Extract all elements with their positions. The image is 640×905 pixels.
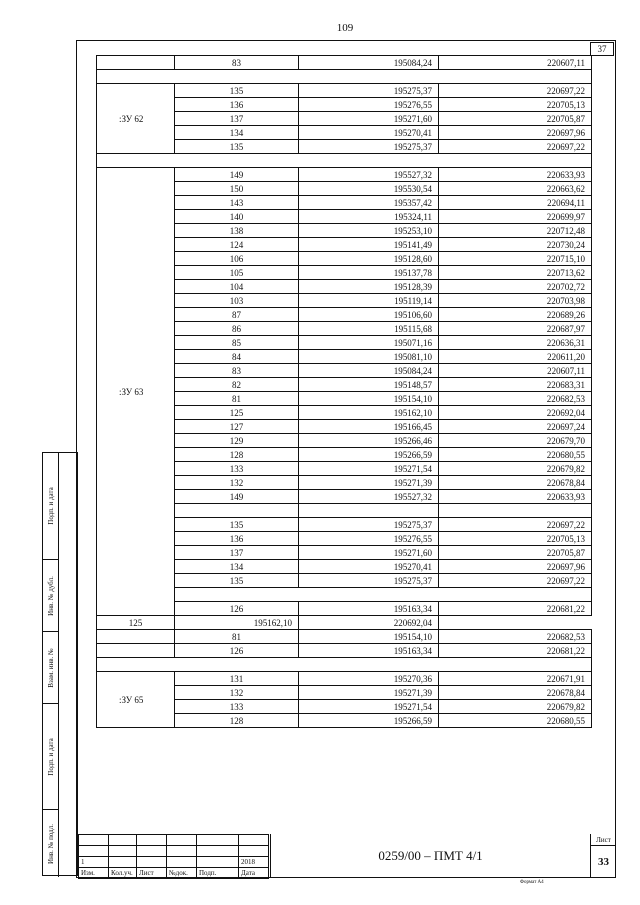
stamp-cell-orig-inv: Инв. № подл. — [43, 809, 59, 877]
separator-cell — [175, 588, 592, 602]
point-number-cell: 126 — [175, 602, 299, 616]
point-number-cell: 81 — [175, 630, 299, 644]
y-coordinate-cell: 220680,55 — [439, 714, 592, 728]
x-coordinate-cell: 195081,10 — [299, 350, 439, 364]
y-coordinate-cell: 220705,87 — [439, 546, 592, 560]
sheet-number: 33 — [598, 856, 609, 868]
point-number-cell: 135 — [175, 518, 299, 532]
separator-row — [97, 658, 592, 672]
point-number-cell: 106 — [175, 252, 299, 266]
point-number-cell: 149 — [175, 168, 299, 182]
separator-row — [97, 70, 592, 84]
y-coordinate-cell: 220682,53 — [439, 630, 592, 644]
y-coordinate-cell: 220683,31 — [439, 378, 592, 392]
x-coordinate-cell: 195275,37 — [299, 140, 439, 154]
point-number-cell: 128 — [175, 714, 299, 728]
x-coordinate-cell: 195266,59 — [299, 448, 439, 462]
stamp-cell-dup-inv: Инв. № дубл. — [43, 559, 59, 631]
col-label-list: Лист — [137, 868, 167, 879]
y-coordinate-cell: 220705,13 — [439, 98, 592, 112]
point-number-cell: 133 — [175, 700, 299, 714]
x-coordinate-cell: 195163,34 — [299, 602, 439, 616]
point-number-cell: 85 — [175, 336, 299, 350]
change-number: 1 — [79, 857, 109, 868]
y-coordinate-cell: 220712,48 — [439, 224, 592, 238]
y-coordinate-cell: 220730,24 — [439, 238, 592, 252]
table-row — [97, 672, 592, 686]
plot-name-cell — [97, 630, 175, 644]
point-number-cell: 129 — [175, 434, 299, 448]
col-label-koluch: Кол.уч. — [109, 868, 137, 879]
table-row — [97, 644, 592, 658]
x-coordinate-cell: 195253,10 — [299, 224, 439, 238]
x-coordinate-cell: 195275,37 — [299, 518, 439, 532]
y-coordinate-cell: 220697,22 — [439, 574, 592, 588]
x-coordinate-cell: 195084,24 — [299, 56, 439, 70]
y-coordinate-cell: 220681,22 — [439, 644, 592, 658]
y-coordinate-cell — [439, 504, 592, 518]
point-number-cell: 83 — [175, 364, 299, 378]
col-label-ndok: №док. — [167, 868, 197, 879]
point-number-cell: 143 — [175, 196, 299, 210]
year: 2018 — [239, 857, 269, 868]
x-coordinate-cell: 195128,60 — [299, 252, 439, 266]
plot-name-cell — [97, 644, 175, 658]
point-number-cell: 135 — [175, 84, 299, 98]
y-coordinate-cell: 220687,97 — [439, 322, 592, 336]
y-coordinate-cell: 220703,98 — [439, 294, 592, 308]
point-number-cell: 82 — [175, 378, 299, 392]
x-coordinate-cell: 195271,60 — [299, 112, 439, 126]
y-coordinate-cell: 220692,04 — [299, 616, 439, 630]
y-coordinate-cell: 220679,82 — [439, 700, 592, 714]
x-coordinate-cell: 195163,34 — [299, 644, 439, 658]
x-coordinate-cell: 195148,57 — [299, 378, 439, 392]
y-coordinate-cell: 220671,91 — [439, 672, 592, 686]
y-coordinate-cell: 220697,96 — [439, 126, 592, 140]
sheet-label: Лист — [591, 834, 616, 846]
plot-name-cell: :ЗУ 63 — [97, 168, 175, 616]
x-coordinate-cell: 195266,59 — [299, 714, 439, 728]
x-coordinate-cell: 195276,55 — [299, 532, 439, 546]
x-coordinate-cell: 195324,11 — [299, 210, 439, 224]
plot-name-cell: :ЗУ 62 — [97, 84, 175, 154]
col-label-izm: Изм. — [79, 868, 109, 879]
x-coordinate-cell: 195530,54 — [299, 182, 439, 196]
point-number-cell: 137 — [175, 112, 299, 126]
table-row — [97, 56, 592, 70]
y-coordinate-cell: 220678,84 — [439, 476, 592, 490]
point-number-cell: 136 — [175, 98, 299, 112]
point-number-cell: 86 — [175, 322, 299, 336]
table-row — [97, 616, 592, 630]
point-number-cell: 81 — [175, 392, 299, 406]
stamp-cell-repl-inv: Взам. инв. № — [43, 631, 59, 703]
x-coordinate-cell: 195275,37 — [299, 574, 439, 588]
x-coordinate-cell: 195166,45 — [299, 420, 439, 434]
y-coordinate-cell: 220611,20 — [439, 350, 592, 364]
y-coordinate-cell: 220694,11 — [439, 196, 592, 210]
point-number-cell: 132 — [175, 476, 299, 490]
plot-name-cell — [97, 56, 175, 70]
y-coordinate-cell: 220702,72 — [439, 280, 592, 294]
x-coordinate-cell: 195270,36 — [299, 672, 439, 686]
x-coordinate-cell: 195266,46 — [299, 434, 439, 448]
point-number-cell: 134 — [175, 560, 299, 574]
plot-name-cell: :ЗУ 65 — [97, 672, 175, 728]
point-number-cell: 134 — [175, 126, 299, 140]
sheet-box: 37 — [590, 42, 614, 56]
point-number-cell: 133 — [175, 462, 299, 476]
point-number-cell: 135 — [175, 574, 299, 588]
x-coordinate-cell: 195115,68 — [299, 322, 439, 336]
point-number-cell: 138 — [175, 224, 299, 238]
y-coordinate-cell: 220680,55 — [439, 448, 592, 462]
point-number-cell: 84 — [175, 350, 299, 364]
x-coordinate-cell: 195071,16 — [299, 336, 439, 350]
point-number-cell: 132 — [175, 686, 299, 700]
stamp-cell-sign-date-1: Подп. и дата — [43, 453, 59, 559]
y-coordinate-cell: 220679,70 — [439, 434, 592, 448]
x-coordinate-cell: 195154,10 — [299, 630, 439, 644]
x-coordinate-cell: 195527,32 — [299, 490, 439, 504]
stamp-cell-sign-date-2: Подп. и дата — [43, 703, 59, 809]
x-coordinate-cell: 195271,54 — [299, 462, 439, 476]
point-number-cell: 131 — [175, 672, 299, 686]
x-coordinate-cell: 195270,41 — [299, 560, 439, 574]
y-coordinate-cell: 220636,31 — [439, 336, 592, 350]
y-coordinate-cell: 220697,22 — [439, 140, 592, 154]
document-code: 0259/00 – ПМТ 4/1 — [270, 834, 590, 878]
y-coordinate-cell: 220682,53 — [439, 392, 592, 406]
point-number-cell: 150 — [175, 182, 299, 196]
margin-stamp — [42, 452, 78, 876]
point-number-cell: 128 — [175, 448, 299, 462]
x-coordinate-cell: 195271,39 — [299, 686, 439, 700]
format-label: Формат А4 — [520, 880, 544, 885]
y-coordinate-cell: 220678,84 — [439, 686, 592, 700]
y-coordinate-cell: 220697,22 — [439, 84, 592, 98]
point-number-cell: 149 — [175, 490, 299, 504]
separator-row — [97, 154, 592, 168]
y-coordinate-cell: 220607,11 — [439, 56, 592, 70]
x-coordinate-cell: 195137,78 — [299, 266, 439, 280]
point-number-cell: 83 — [175, 56, 299, 70]
x-coordinate-cell: 195527,32 — [299, 168, 439, 182]
page-number: 109 — [336, 22, 354, 34]
point-number-cell: 125 — [97, 616, 175, 630]
x-coordinate-cell: 195154,10 — [299, 392, 439, 406]
x-coordinate-cell: 195276,55 — [299, 98, 439, 112]
col-label-data: Дата — [239, 868, 269, 879]
x-coordinate-cell: 195106,60 — [299, 308, 439, 322]
y-coordinate-cell: 220697,22 — [439, 518, 592, 532]
separator-cell — [97, 70, 592, 84]
x-coordinate-cell: 195271,39 — [299, 476, 439, 490]
y-coordinate-cell: 220705,13 — [439, 532, 592, 546]
point-number-cell: 104 — [175, 280, 299, 294]
point-number-cell: 137 — [175, 546, 299, 560]
point-number-cell: 103 — [175, 294, 299, 308]
point-number-cell: 87 — [175, 308, 299, 322]
y-coordinate-cell: 220633,93 — [439, 168, 592, 182]
point-number-cell: 124 — [175, 238, 299, 252]
x-coordinate-cell: 195128,39 — [299, 280, 439, 294]
sheet-number-box — [590, 834, 616, 878]
y-coordinate-cell: 220607,11 — [439, 364, 592, 378]
point-number-cell: 125 — [175, 406, 299, 420]
x-coordinate-cell: 195271,60 — [299, 546, 439, 560]
y-coordinate-cell: 220663,62 — [439, 182, 592, 196]
x-coordinate-cell: 195271,54 — [299, 700, 439, 714]
point-number-cell — [175, 504, 299, 518]
coordinates-table — [96, 55, 592, 728]
table-row — [97, 630, 592, 644]
y-coordinate-cell: 220679,82 — [439, 462, 592, 476]
y-coordinate-cell: 220715,10 — [439, 252, 592, 266]
x-coordinate-cell: 195119,14 — [299, 294, 439, 308]
point-number-cell: 105 — [175, 266, 299, 280]
point-number-cell: 127 — [175, 420, 299, 434]
y-coordinate-cell: 220699,97 — [439, 210, 592, 224]
y-coordinate-cell: 220713,62 — [439, 266, 592, 280]
x-coordinate-cell: 195275,37 — [299, 84, 439, 98]
point-number-cell: 140 — [175, 210, 299, 224]
x-coordinate-cell: 195084,24 — [299, 364, 439, 378]
point-number-cell: 126 — [175, 644, 299, 658]
separator-cell — [97, 154, 592, 168]
x-coordinate-cell — [299, 504, 439, 518]
table-row — [97, 84, 592, 98]
separator-cell — [97, 658, 592, 672]
x-coordinate-cell: 195270,41 — [299, 126, 439, 140]
x-coordinate-cell: 195162,10 — [299, 406, 439, 420]
x-coordinate-cell: 195162,10 — [175, 616, 299, 630]
y-coordinate-cell: 220697,24 — [439, 420, 592, 434]
point-number-cell: 135 — [175, 140, 299, 154]
y-coordinate-cell: 220692,04 — [439, 406, 592, 420]
table-row — [97, 168, 592, 182]
y-coordinate-cell: 220705,87 — [439, 112, 592, 126]
x-coordinate-cell: 195357,42 — [299, 196, 439, 210]
y-coordinate-cell: 220697,96 — [439, 560, 592, 574]
point-number-cell: 136 — [175, 532, 299, 546]
x-coordinate-cell: 195141,49 — [299, 238, 439, 252]
y-coordinate-cell: 220689,26 — [439, 308, 592, 322]
y-coordinate-cell: 220633,93 — [439, 490, 592, 504]
y-coordinate-cell: 220681,22 — [439, 602, 592, 616]
col-label-podp: Подп. — [197, 868, 239, 879]
